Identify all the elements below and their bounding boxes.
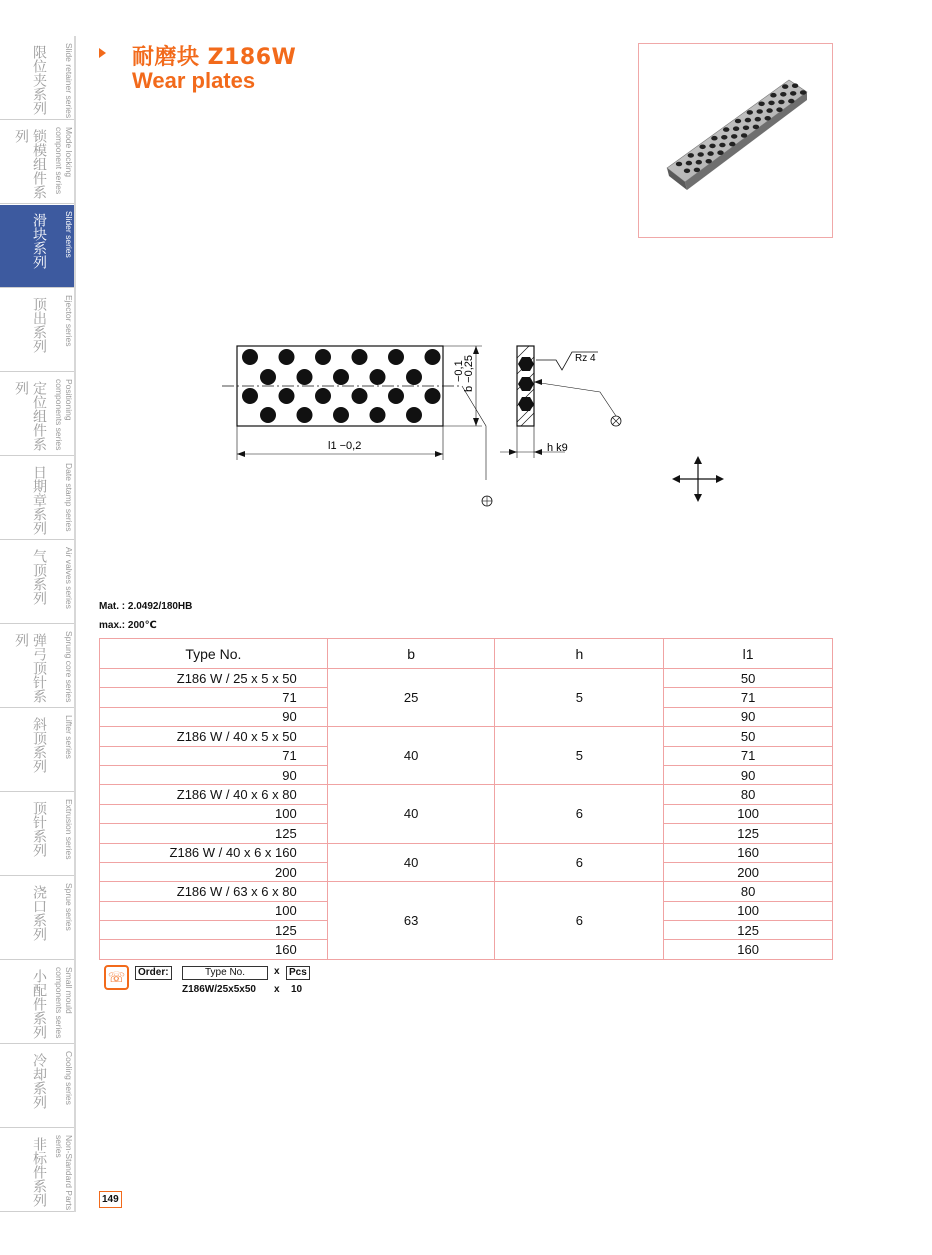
photo-plug [782,84,788,89]
photo-plug [776,107,782,112]
sidebar-tab[interactable] [0,456,74,540]
photo-plug [790,91,796,96]
header-l1: l1 [664,639,833,669]
sidebar-tab-cn: 顶出系列 [31,297,47,353]
cell-l1: 100 [664,804,833,823]
sidebar-tab[interactable] [0,624,74,708]
spec-table [99,638,833,960]
sidebar-tab[interactable] [0,204,74,288]
sidebar-tab-en: Extrusion series [64,799,74,860]
graphite-plug [297,369,313,385]
header-type: Type No. [100,639,328,669]
sidebar-tab[interactable] [0,792,74,876]
photo-plug [733,126,739,131]
series-sidebar [0,36,76,1212]
cell-l1: 160 [664,940,833,959]
sidebar-tab-cn: 滑块系列 [31,213,47,269]
photo-plug [721,135,727,140]
photo-plug [684,169,690,174]
graphite-plug [333,407,349,423]
order-pcs-label: Pcs [286,966,310,980]
sidebar-tab-cn: 锁模组件系列 [13,129,47,199]
photo-plug [709,144,715,149]
graphite-plug [425,349,441,365]
header-h: h [495,639,664,669]
technical-drawing [200,330,640,520]
order-type-label: Type No. [182,966,268,980]
max-temperature: max.: 200℃ [99,620,157,631]
photo-plug [743,126,749,131]
cell-l1: 100 [664,901,833,920]
sidebar-tab[interactable] [0,540,74,624]
sidebar-tab-en: Lifter series [64,715,74,759]
sidebar-tab-en: Ejector series [64,295,74,347]
cell-type-no: Z186 W / 25 x 5 x 50 [100,669,328,688]
sidebar-tab-cn: 弹弓顶针系列 [13,633,47,703]
photo-plug [719,143,725,148]
cell-type-no: 100 [100,901,328,920]
title-arrow-icon [99,48,106,58]
photo-plug [686,161,692,166]
sidebar-tab[interactable] [0,876,74,960]
sidebar-tab-en: Air valves series [64,547,74,609]
graphite-plug [315,349,331,365]
photo-plug [741,133,747,138]
cell-l1: 125 [664,824,833,843]
graphite-plug [260,369,276,385]
cell-l1: 71 [664,688,833,707]
cell-type-no: 90 [100,765,328,784]
sidebar-tab-cn: 日期章系列 [31,465,47,535]
graphite-plug [279,349,295,365]
cell-b: 40 [327,727,495,785]
sidebar-tab-cn: 非标件系列 [31,1137,47,1207]
photo-plug [753,125,759,130]
sidebar-tab-cn: 冷却系列 [31,1053,47,1109]
graphite-plug [406,369,422,385]
graphite-plug [260,407,276,423]
cell-l1: 125 [664,921,833,940]
table-row [100,843,833,862]
dimension-l1: l1 −0,2 [328,440,362,452]
cell-l1: 80 [664,785,833,804]
cell-b: 63 [327,882,495,960]
photo-plug [711,136,717,141]
cell-l1: 80 [664,882,833,901]
order-example-type: Z186W/25x5x50 [182,984,256,995]
photo-plug [699,145,705,150]
page-title-cn: 耐磨块 Z186W [132,45,297,70]
wear-plate-image [639,44,834,239]
photo-plug [765,116,771,121]
header-b: b [327,639,495,669]
sidebar-tab-en: Sprung core series [64,631,74,703]
sidebar-tab[interactable] [0,960,74,1044]
photo-plug [757,109,763,114]
cell-h: 6 [495,882,664,960]
photo-plug [792,83,798,88]
order-example-qty: 10 [291,984,303,995]
table-row [100,669,833,688]
photo-plug [766,108,772,113]
sidebar-tab-en: Non-Standard Parts series [54,1135,74,1211]
table-row [100,727,833,746]
cell-type-no: 200 [100,862,328,881]
photo-plug [717,150,723,155]
photo-plug [755,117,761,122]
photo-plug [745,118,751,123]
graphite-plug [406,407,422,423]
roughness-label: Rz 4 [575,353,596,364]
photo-plug [788,99,794,104]
cell-l1: 200 [664,862,833,881]
cell-type-no: 125 [100,921,328,940]
photo-plug [747,110,753,115]
sidebar-tab-cn: 气顶系列 [31,549,47,605]
sidebar-tab-cn: 顶针系列 [31,801,47,857]
sidebar-tab[interactable] [0,1128,74,1212]
sidebar-tab-cn: 小配件系列 [31,969,47,1039]
table-header-row [100,639,833,669]
page-title-en: Wear plates [132,68,256,93]
cell-l1: 71 [664,746,833,765]
sidebar-tab[interactable] [0,36,74,120]
cell-type-no: 125 [100,824,328,843]
cell-b: 40 [327,785,495,843]
material-spec: Mat. : 2.0492/180HB [99,601,193,612]
graphite-plug [242,349,258,365]
sidebar-tab-en: Sprue series [64,883,74,931]
cell-type-no: Z186 W / 40 x 6 x 160 [100,843,328,862]
graphite-plug [388,349,404,365]
photo-plug [758,102,764,107]
photo-plug [731,134,737,139]
sidebar-tab-cn: 定位组件系列 [13,381,47,451]
graphite-plug [370,407,386,423]
graphite-plug [388,388,404,404]
photo-plug [729,142,735,147]
graphite-plug [352,349,368,365]
photo-plug [778,100,784,105]
dimension-h: h k9 [547,442,568,454]
photo-plug [676,162,682,167]
cell-type-no: 71 [100,688,328,707]
photo-plug [707,151,713,156]
sidebar-tab-cn: 浇口系列 [31,885,47,941]
cell-l1: 90 [664,765,833,784]
cell-type-no: 71 [100,746,328,765]
sidebar-tab-en: Mode locking component series [54,127,74,195]
sidebar-tab-en: Cooling series [64,1051,74,1105]
sidebar-tab-en: Slide retainer series [64,43,74,119]
photo-plug [694,168,700,173]
order-label: Order: [135,966,172,980]
table-row [100,882,833,901]
sidebar-tab[interactable] [0,120,74,204]
photo-plug [696,160,702,165]
graphite-plug [333,369,349,385]
photo-plug [735,119,741,124]
cell-type-no: 160 [100,940,328,959]
graphite-plug [370,369,386,385]
cell-b: 40 [327,843,495,882]
sidebar-tab-en: Slider series [64,211,74,258]
cell-h: 6 [495,843,664,882]
order-times-sign: x [274,966,280,977]
order-example-times: x [274,984,280,995]
cell-type-no: Z186 W / 63 x 6 x 80 [100,882,328,901]
graphite-plug [352,388,368,404]
sidebar-tab-en: Positioning components series [54,379,74,451]
cell-l1: 50 [664,727,833,746]
photo-plug [800,90,806,95]
sidebar-tab[interactable] [0,708,74,792]
cell-l1: 160 [664,843,833,862]
cell-h: 5 [495,669,664,727]
photo-plug [723,127,729,132]
photo-plug [780,92,786,97]
cell-h: 5 [495,727,664,785]
sidebar-tab-en: Small mould components series [54,967,74,1039]
product-photo [638,43,833,238]
sidebar-tab[interactable] [0,372,74,456]
photo-plug [688,153,694,158]
sidebar-tab[interactable] [0,288,74,372]
cell-l1: 90 [664,707,833,726]
sidebar-tab-cn: 斜顶系列 [31,717,47,773]
graphite-plug [242,388,258,404]
phone-icon: ☏ [104,965,129,990]
cell-type-no: 100 [100,804,328,823]
cell-h: 6 [495,785,664,843]
graphite-plug [279,388,295,404]
photo-plug [768,101,774,106]
sidebar-tab-en: Date stamp series [64,463,74,532]
graphite-plug [315,388,331,404]
cell-b: 25 [327,669,495,727]
photo-plug [770,93,776,98]
cell-type-no: 90 [100,707,328,726]
cell-l1: 50 [664,669,833,688]
table-row [100,785,833,804]
tolerance-b2: b −0,25 [463,354,475,392]
graphite-plug [297,407,313,423]
tolerance-b1: −0,1 [453,360,465,382]
sidebar-tab[interactable] [0,1044,74,1128]
sidebar-tab-cn: 限位夹系列 [31,45,47,115]
graphite-plug [425,388,441,404]
page-number: 149 [99,1191,122,1208]
cell-type-no: Z186 W / 40 x 5 x 50 [100,727,328,746]
photo-plug [698,152,704,157]
move-arrows-icon [670,454,726,504]
cell-type-no: Z186 W / 40 x 6 x 80 [100,785,328,804]
photo-plug [706,159,712,164]
